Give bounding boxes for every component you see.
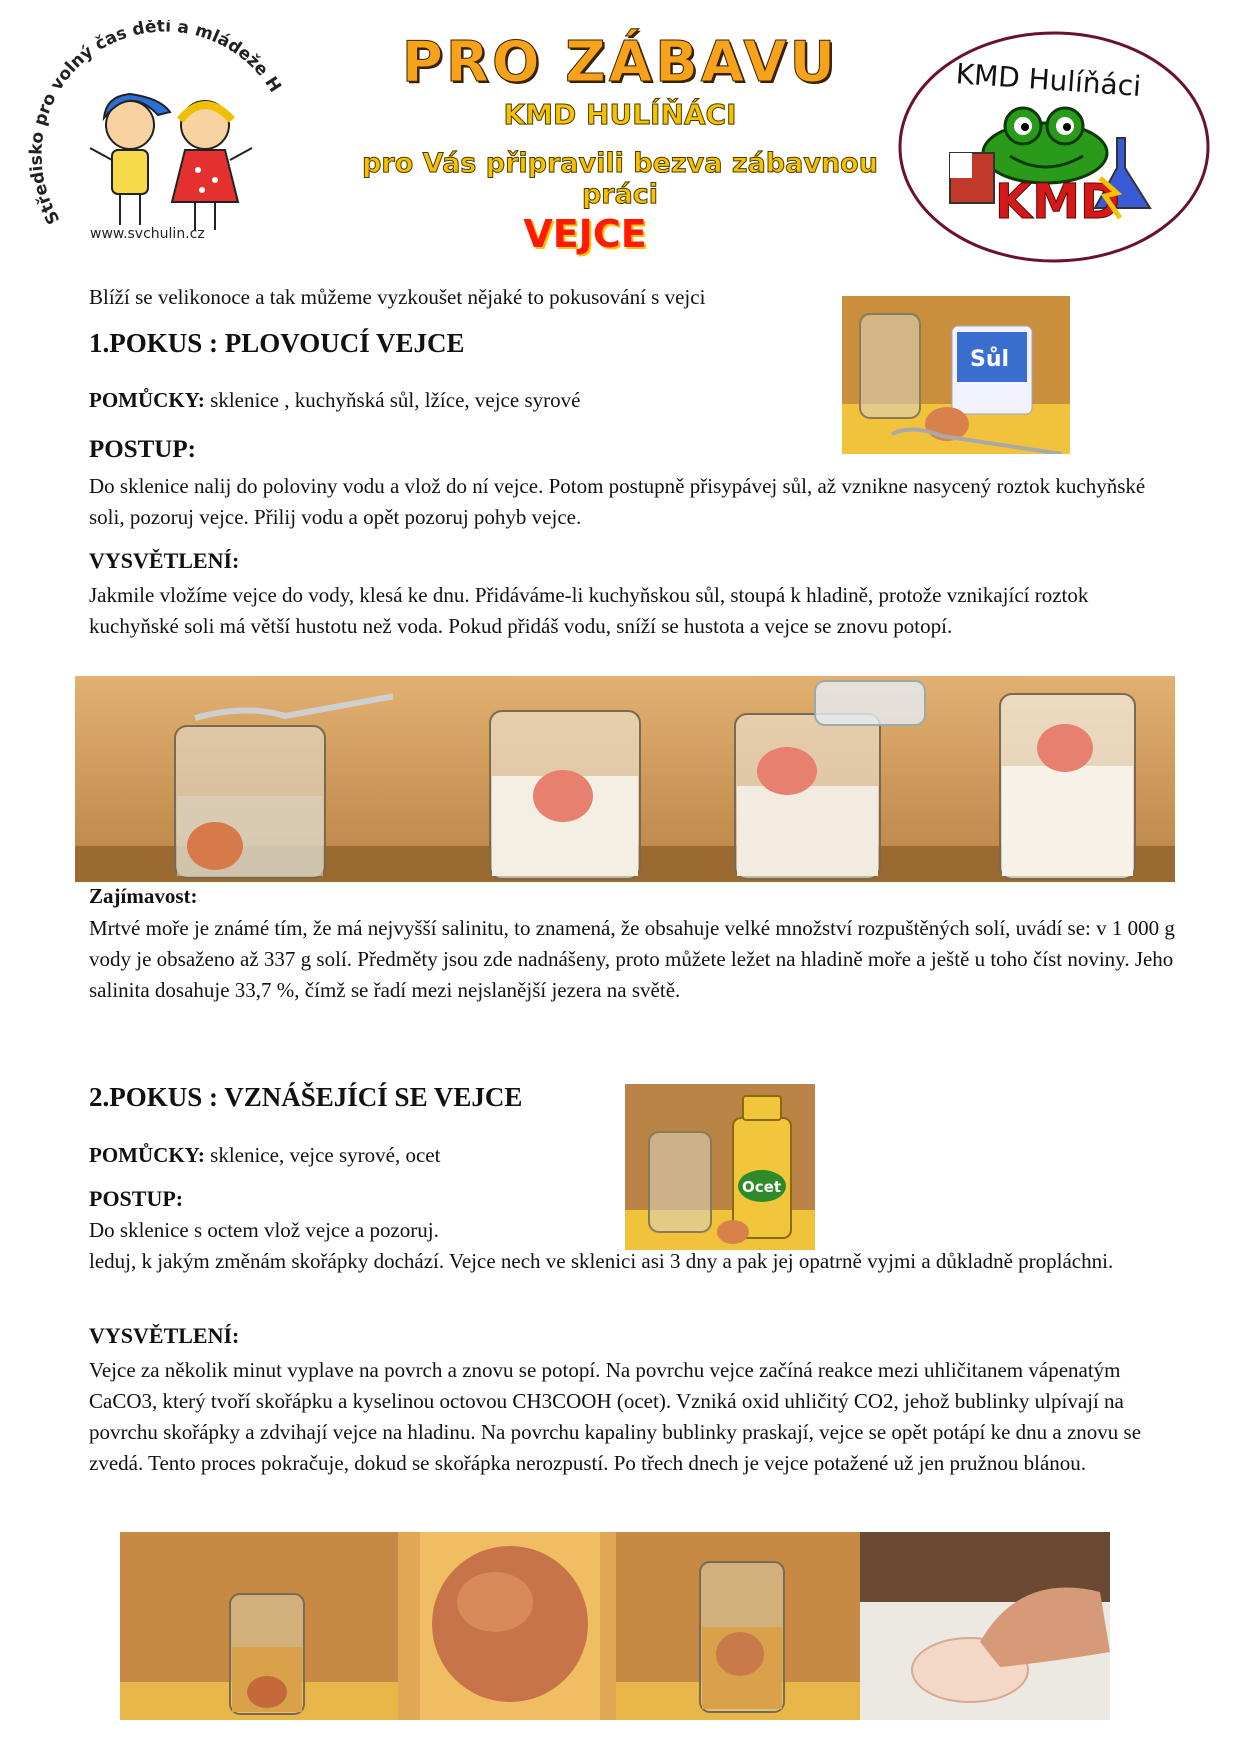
kmd-logo-mark: KMD <box>995 174 1120 230</box>
pokus2-vysvetleni-label: VYSVĚTLENÍ: <box>89 1323 240 1348</box>
pokus2-photo-equipment <box>625 1084 815 1250</box>
left-logo-url: www.svchulin.cz <box>90 226 205 242</box>
page-tagline: pro Vás připravili bezva zábavnou práci <box>362 148 878 210</box>
pokus2-pomucky <box>89 1140 629 1171</box>
pokus1-photo-3 <box>673 676 955 882</box>
pokus2-pomucky-label: POMŮCKY: <box>89 1143 205 1167</box>
pokus2-photo-1 <box>120 1532 398 1720</box>
pokus1-heading: 1.POKUS : PLOVOUCÍ VEJCE <box>89 328 465 358</box>
pokus1-pomucky <box>89 385 829 416</box>
pokus2-pomucky-text: sklenice, vejce syrové, ocet <box>204 1143 441 1167</box>
pokus2-postup-line1: Do sklenice s octem vlož vejce a pozoruj. <box>89 1218 439 1242</box>
pokus1-zajimavost-text: Mrtvé moře je známé tím, že má nejvyšší salinitu, to znamená, že obsahuje velké množství rozpuštěných solí, uvádí se: v 1 000 g vody je obsaženo až 337 g solí. Předměty jsou zde nadnášeny, proto můžete ležet na hladině moře a ještě u toho číst noviny. Jeho salinita dosahuje 33,7 %, čímž se řadí mezi nejslanější jezera na světě. <box>89 916 1175 1002</box>
page-subtitle: KMD HULÍŇÁCI <box>503 98 737 131</box>
pokus2-vysvetleni-text: Vejce za několik minut vyplave na povrch a znovu se potopí. Na povrchu vejce začíná reakce mezi uhličitanem vápenatým CaCO3, který tvoří skořápku a kyselinou octovou CH3COOH (ocet). Vzniká oxid uhličitý CO2, jehož bublinky ulpívají na povrchu skořápky a zdvihají vejce na hladinu. Na povrchu kapaliny bublinky praskají, vejce se opět potápí ke dnu a znovu se zvedá. Tento proces pokračuje, dokud se skořápka nerozpustí. Po třech dnech je vejce potažené už jen pružnou blánou. <box>89 1358 1142 1475</box>
pokus2-photo-3 <box>616 1532 860 1720</box>
pokus1-vysvetleni-text: Jakmile vložíme vejce do vody, klesá ke dnu. Přidáváme-li kuchyňskou sůl, stoupá k hladině, protože vznikající roztok kuchyňské soli má větší hustotu než voda. Pokud přidáš vodu, sníží se hustota a vejce se znovu potopí. <box>89 583 1089 638</box>
page-title: PRO ZÁBAVU <box>401 30 839 95</box>
pokus1-photo-1 <box>75 676 395 882</box>
pokus1-pomucky-text: sklenice , kuchyňská sůl, lžíce, vejce syrové <box>204 388 581 412</box>
left-logo <box>20 20 320 260</box>
pokus1-zajimavost-label: Zajímavost: <box>89 884 198 908</box>
kmd-logo <box>895 28 1213 266</box>
pokus2-postup-line2: leduj, k jakým změnám skořápky dochází. Vejce nech ve sklenici asi 3 dny a pak jej opatrně vyjmi a důkladně propláchni. <box>89 1249 1114 1273</box>
left-logo-arc-text: Středisko pro volný čas dětí a mládeže H <box>26 20 285 228</box>
pokus1-postup-text: Do sklenice nalij do poloviny vodu a vlož do ní vejce. Potom postupně přisypávej sůl, až vznikne nasycený roztok kuchyňské soli, pozoruj vejce. Přilij vodu a opět pozoruj pohyb vejce. <box>89 474 1146 529</box>
pokus1-pomucky-label: POMŮCKY: <box>89 388 205 412</box>
pokus1-photo-4 <box>955 676 1175 882</box>
pokus2-postup-label: POSTUP: <box>89 1186 184 1211</box>
pokus2-photo-2 <box>398 1532 616 1720</box>
pokus1-photo-equipment <box>842 296 1070 454</box>
pokus2-photo-strip <box>120 1532 1110 1720</box>
pokus1-postup-label: POSTUP: <box>89 436 196 463</box>
intro-text: Blíží se velikonoce a tak můžeme vyzkoušet nějaké to pokusování s vejci <box>89 285 706 309</box>
pokus2-heading: 2.POKUS : VZNÁŠEJÍCÍ SE VEJCE <box>89 1082 523 1112</box>
pokus1-photo-2 <box>393 676 673 882</box>
pokus1-photo-salt-label: Sůl <box>970 347 1010 372</box>
kmd-logo-text: KMD Hulíňáci <box>954 57 1143 104</box>
pokus2-photo-vinegar-label: Ocet <box>742 1178 781 1196</box>
topic-title: VEJCE <box>523 212 647 256</box>
pokus1-vysvetleni-label: VYSVĚTLENÍ: <box>89 548 240 573</box>
pokus1-photo-strip <box>75 676 1175 882</box>
pokus2-photo-4 <box>860 1532 1110 1720</box>
